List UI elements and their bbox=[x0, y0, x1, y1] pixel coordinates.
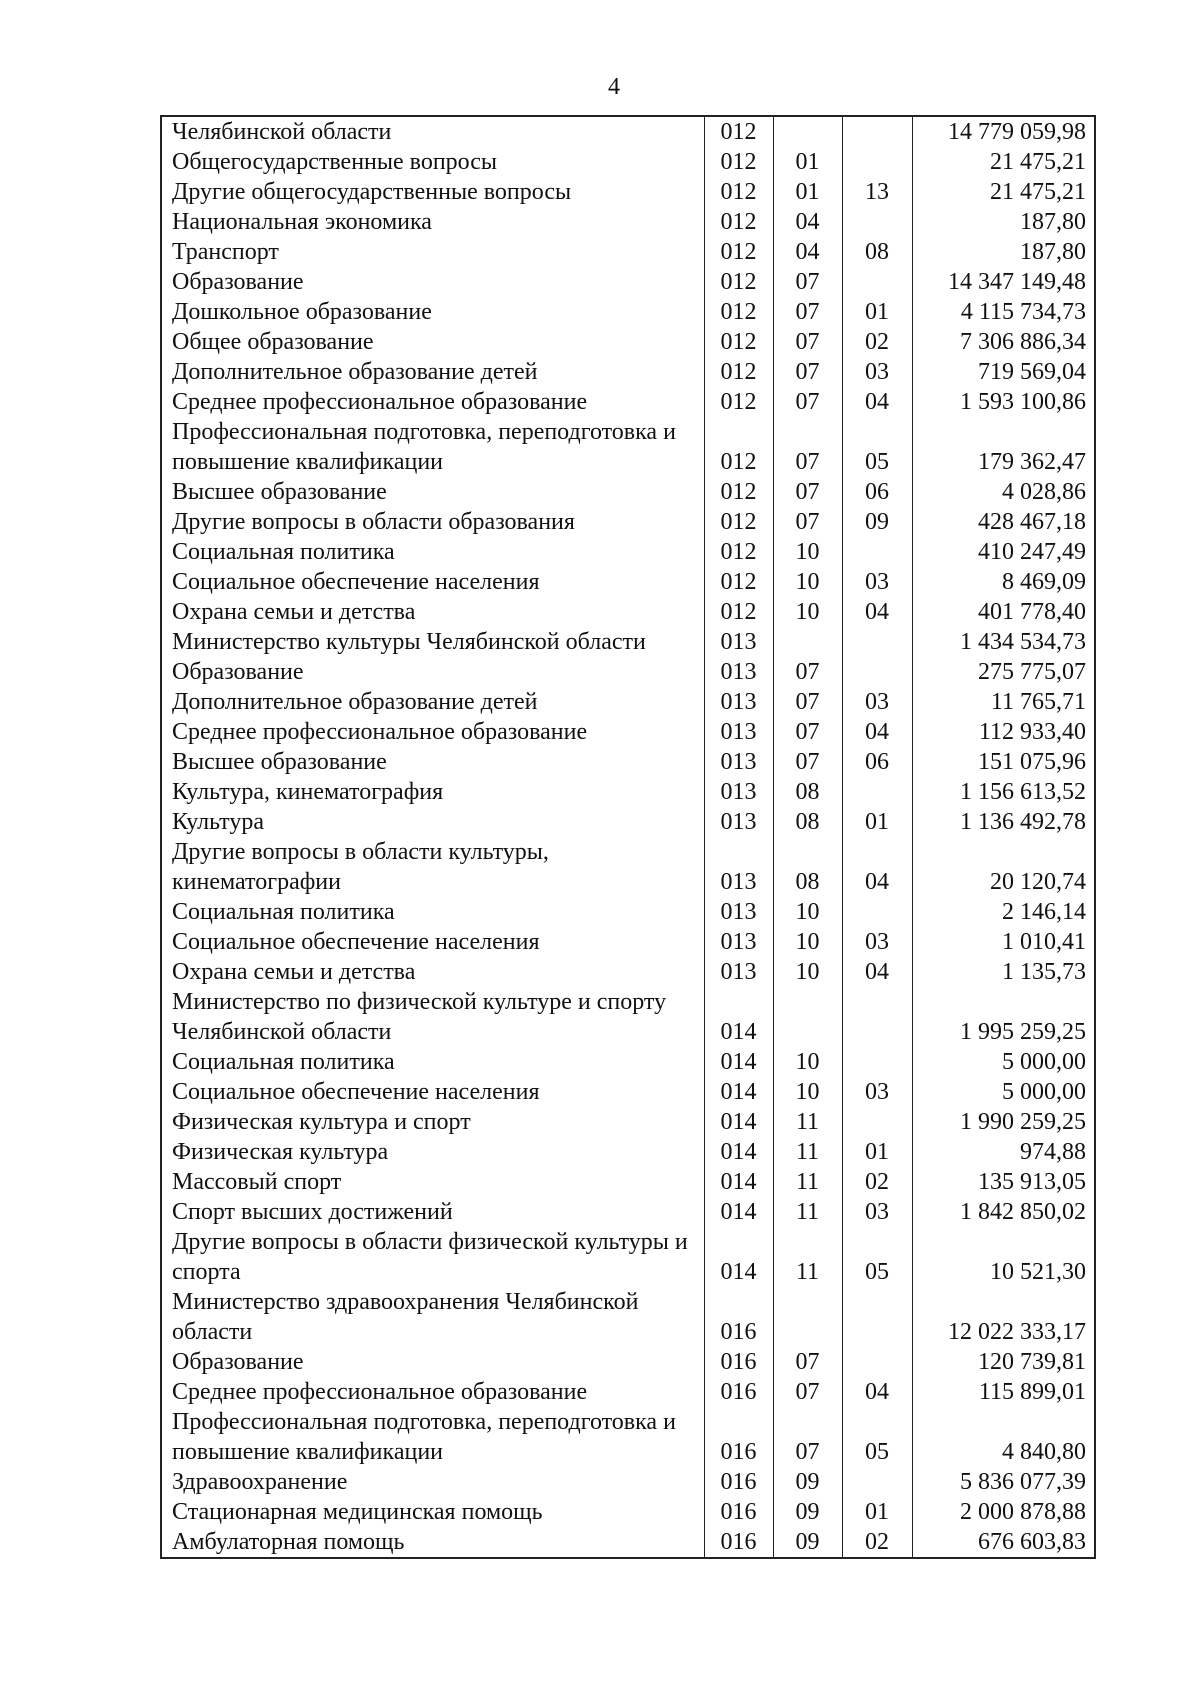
row-subsection: 04 bbox=[842, 387, 912, 417]
row-amount: 4 840,80 bbox=[912, 1407, 1095, 1467]
row-name: Среднее профессиональное образование bbox=[161, 717, 704, 747]
row-name: Транспорт bbox=[161, 237, 704, 267]
row-code: 016 bbox=[704, 1377, 773, 1407]
row-section bbox=[773, 987, 842, 1047]
row-amount: 11 765,71 bbox=[912, 687, 1095, 717]
row-section: 11 bbox=[773, 1167, 842, 1197]
row-code: 014 bbox=[704, 1107, 773, 1137]
table-row bbox=[161, 1287, 1095, 1347]
table-row bbox=[161, 357, 1095, 387]
table-row bbox=[161, 297, 1095, 327]
row-section: 07 bbox=[773, 1377, 842, 1407]
row-code: 014 bbox=[704, 1137, 773, 1167]
row-section: 07 bbox=[773, 717, 842, 747]
row-subsection bbox=[842, 267, 912, 297]
row-section: 07 bbox=[773, 477, 842, 507]
row-section: 07 bbox=[773, 297, 842, 327]
row-name: Другие общегосударственные вопросы bbox=[161, 177, 704, 207]
row-subsection: 01 bbox=[842, 1497, 912, 1527]
row-amount: 4 115 734,73 bbox=[912, 297, 1095, 327]
row-section: 11 bbox=[773, 1137, 842, 1167]
row-code: 012 bbox=[704, 507, 773, 537]
row-amount: 1 136 492,78 bbox=[912, 807, 1095, 837]
row-section: 10 bbox=[773, 1047, 842, 1077]
row-code: 012 bbox=[704, 597, 773, 627]
row-name: Здравоохранение bbox=[161, 1467, 704, 1497]
row-code: 014 bbox=[704, 1227, 773, 1287]
row-section: 10 bbox=[773, 957, 842, 987]
row-amount: 151 075,96 bbox=[912, 747, 1095, 777]
row-section bbox=[773, 627, 842, 657]
row-subsection: 01 bbox=[842, 1137, 912, 1167]
table-row bbox=[161, 747, 1095, 777]
row-name: Министерство по физической культуре и спорту Челябинской области bbox=[161, 987, 704, 1047]
row-section: 11 bbox=[773, 1197, 842, 1227]
row-code: 012 bbox=[704, 537, 773, 567]
row-section: 07 bbox=[773, 747, 842, 777]
row-name: Другие вопросы в области физической культуры и спорта bbox=[161, 1227, 704, 1287]
table-row bbox=[161, 477, 1095, 507]
row-amount: 135 913,05 bbox=[912, 1167, 1095, 1197]
row-subsection: 04 bbox=[842, 1377, 912, 1407]
row-code: 012 bbox=[704, 237, 773, 267]
table-row bbox=[161, 597, 1095, 627]
row-name: Социальное обеспечение населения bbox=[161, 567, 704, 597]
table-row bbox=[161, 1407, 1095, 1467]
row-subsection bbox=[842, 1107, 912, 1137]
row-name: Стационарная медицинская помощь bbox=[161, 1497, 704, 1527]
row-code: 014 bbox=[704, 1077, 773, 1107]
row-code: 012 bbox=[704, 567, 773, 597]
budget-table bbox=[160, 115, 1096, 1559]
row-amount: 8 469,09 bbox=[912, 567, 1095, 597]
row-subsection: 02 bbox=[842, 1527, 912, 1558]
row-subsection: 09 bbox=[842, 507, 912, 537]
row-subsection: 05 bbox=[842, 1407, 912, 1467]
table-row bbox=[161, 147, 1095, 177]
row-code: 016 bbox=[704, 1527, 773, 1558]
table-row bbox=[161, 116, 1095, 147]
table-row bbox=[161, 837, 1095, 897]
row-amount: 120 739,81 bbox=[912, 1347, 1095, 1377]
row-name: Профессиональная подготовка, переподготовка и повышение квалификации bbox=[161, 1407, 704, 1467]
row-code: 012 bbox=[704, 207, 773, 237]
table-row bbox=[161, 777, 1095, 807]
row-section: 10 bbox=[773, 927, 842, 957]
row-subsection bbox=[842, 897, 912, 927]
row-section: 09 bbox=[773, 1527, 842, 1558]
table-row bbox=[161, 177, 1095, 207]
row-code: 012 bbox=[704, 177, 773, 207]
row-name: Культура, кинематография bbox=[161, 777, 704, 807]
row-section: 10 bbox=[773, 1077, 842, 1107]
row-amount: 14 347 149,48 bbox=[912, 267, 1095, 297]
row-name: Челябинской области bbox=[161, 116, 704, 147]
row-code: 016 bbox=[704, 1497, 773, 1527]
row-amount: 1 842 850,02 bbox=[912, 1197, 1095, 1227]
row-name: Физическая культура bbox=[161, 1137, 704, 1167]
row-subsection bbox=[842, 1047, 912, 1077]
row-name: Дошкольное образование bbox=[161, 297, 704, 327]
row-amount: 21 475,21 bbox=[912, 177, 1095, 207]
row-subsection bbox=[842, 207, 912, 237]
row-subsection: 02 bbox=[842, 327, 912, 357]
table-row bbox=[161, 927, 1095, 957]
row-section: 01 bbox=[773, 147, 842, 177]
row-code: 012 bbox=[704, 327, 773, 357]
row-code: 016 bbox=[704, 1407, 773, 1467]
row-code: 012 bbox=[704, 417, 773, 477]
row-subsection bbox=[842, 116, 912, 147]
row-section: 07 bbox=[773, 1347, 842, 1377]
row-code: 014 bbox=[704, 1047, 773, 1077]
row-subsection: 03 bbox=[842, 1197, 912, 1227]
row-section: 04 bbox=[773, 207, 842, 237]
row-code: 016 bbox=[704, 1467, 773, 1497]
row-amount: 179 362,47 bbox=[912, 417, 1095, 477]
row-subsection bbox=[842, 627, 912, 657]
table-row bbox=[161, 1047, 1095, 1077]
row-subsection: 04 bbox=[842, 597, 912, 627]
row-name: Дополнительное образование детей bbox=[161, 687, 704, 717]
row-section: 07 bbox=[773, 267, 842, 297]
table-row bbox=[161, 567, 1095, 597]
row-code: 013 bbox=[704, 687, 773, 717]
row-section bbox=[773, 1287, 842, 1347]
table-row bbox=[161, 897, 1095, 927]
row-subsection bbox=[842, 537, 912, 567]
row-section: 11 bbox=[773, 1227, 842, 1287]
table-row bbox=[161, 1377, 1095, 1407]
row-amount: 1 135,73 bbox=[912, 957, 1095, 987]
table-row bbox=[161, 1527, 1095, 1558]
row-section: 10 bbox=[773, 537, 842, 567]
row-code: 013 bbox=[704, 657, 773, 687]
row-name: Охрана семьи и детства bbox=[161, 957, 704, 987]
row-section: 09 bbox=[773, 1467, 842, 1497]
row-amount: 10 521,30 bbox=[912, 1227, 1095, 1287]
row-section: 08 bbox=[773, 777, 842, 807]
row-name: Среднее профессиональное образование bbox=[161, 1377, 704, 1407]
row-code: 014 bbox=[704, 1197, 773, 1227]
row-name: Образование bbox=[161, 267, 704, 297]
row-section: 07 bbox=[773, 327, 842, 357]
row-amount: 5 000,00 bbox=[912, 1077, 1095, 1107]
table-body bbox=[161, 116, 1095, 1558]
row-section: 10 bbox=[773, 597, 842, 627]
row-amount: 1 156 613,52 bbox=[912, 777, 1095, 807]
table-row bbox=[161, 267, 1095, 297]
row-amount: 5 836 077,39 bbox=[912, 1467, 1095, 1497]
row-section: 10 bbox=[773, 567, 842, 597]
row-section: 07 bbox=[773, 1407, 842, 1467]
table-row bbox=[161, 537, 1095, 567]
row-code: 016 bbox=[704, 1347, 773, 1377]
row-subsection bbox=[842, 147, 912, 177]
table-row bbox=[161, 417, 1095, 477]
row-amount: 1 995 259,25 bbox=[912, 987, 1095, 1047]
table-row bbox=[161, 657, 1095, 687]
row-code: 013 bbox=[704, 747, 773, 777]
row-amount: 719 569,04 bbox=[912, 357, 1095, 387]
row-amount: 428 467,18 bbox=[912, 507, 1095, 537]
row-subsection bbox=[842, 1287, 912, 1347]
row-code: 016 bbox=[704, 1287, 773, 1347]
row-subsection: 13 bbox=[842, 177, 912, 207]
row-section: 01 bbox=[773, 177, 842, 207]
row-name: Социальная политика bbox=[161, 537, 704, 567]
table-row bbox=[161, 987, 1095, 1047]
row-code: 013 bbox=[704, 777, 773, 807]
row-amount: 21 475,21 bbox=[912, 147, 1095, 177]
row-amount: 4 028,86 bbox=[912, 477, 1095, 507]
row-amount: 974,88 bbox=[912, 1137, 1095, 1167]
row-amount: 1 010,41 bbox=[912, 927, 1095, 957]
row-section: 07 bbox=[773, 417, 842, 477]
table-row bbox=[161, 327, 1095, 357]
row-name: Общее образование bbox=[161, 327, 704, 357]
row-name: Общегосударственные вопросы bbox=[161, 147, 704, 177]
row-subsection: 04 bbox=[842, 837, 912, 897]
row-name: Национальная экономика bbox=[161, 207, 704, 237]
row-code: 013 bbox=[704, 927, 773, 957]
row-subsection bbox=[842, 777, 912, 807]
row-name: Высшее образование bbox=[161, 747, 704, 777]
row-name: Дополнительное образование детей bbox=[161, 357, 704, 387]
table-row bbox=[161, 1137, 1095, 1167]
row-name: Министерство культуры Челябинской области bbox=[161, 627, 704, 657]
row-subsection: 08 bbox=[842, 237, 912, 267]
table-row bbox=[161, 207, 1095, 237]
row-subsection: 03 bbox=[842, 927, 912, 957]
table-row bbox=[161, 1467, 1095, 1497]
table-row bbox=[161, 1077, 1095, 1107]
table-row bbox=[161, 1227, 1095, 1287]
row-subsection bbox=[842, 1347, 912, 1377]
table-row bbox=[161, 807, 1095, 837]
row-name: Профессиональная подготовка, переподготовка и повышение квалификации bbox=[161, 417, 704, 477]
row-name: Образование bbox=[161, 657, 704, 687]
row-amount: 20 120,74 bbox=[912, 837, 1095, 897]
row-section: 10 bbox=[773, 897, 842, 927]
row-section: 04 bbox=[773, 237, 842, 267]
row-name: Социальная политика bbox=[161, 1047, 704, 1077]
row-amount: 2 146,14 bbox=[912, 897, 1095, 927]
page-number: 4 bbox=[608, 74, 620, 100]
row-code: 012 bbox=[704, 267, 773, 297]
row-name: Социальное обеспечение населения bbox=[161, 1077, 704, 1107]
row-code: 013 bbox=[704, 717, 773, 747]
table-row bbox=[161, 1107, 1095, 1137]
row-code: 012 bbox=[704, 357, 773, 387]
row-subsection: 04 bbox=[842, 717, 912, 747]
row-subsection: 03 bbox=[842, 1077, 912, 1107]
row-name: Другие вопросы в области образования bbox=[161, 507, 704, 537]
row-amount: 14 779 059,98 bbox=[912, 116, 1095, 147]
row-section: 07 bbox=[773, 657, 842, 687]
table-row bbox=[161, 627, 1095, 657]
row-name: Социальное обеспечение населения bbox=[161, 927, 704, 957]
row-subsection: 03 bbox=[842, 687, 912, 717]
row-code: 013 bbox=[704, 627, 773, 657]
row-amount: 5 000,00 bbox=[912, 1047, 1095, 1077]
row-subsection: 06 bbox=[842, 477, 912, 507]
row-name: Высшее образование bbox=[161, 477, 704, 507]
row-code: 012 bbox=[704, 387, 773, 417]
row-subsection: 05 bbox=[842, 1227, 912, 1287]
row-amount: 275 775,07 bbox=[912, 657, 1095, 687]
row-amount: 7 306 886,34 bbox=[912, 327, 1095, 357]
row-amount: 12 022 333,17 bbox=[912, 1287, 1095, 1347]
row-amount: 1 593 100,86 bbox=[912, 387, 1095, 417]
row-subsection bbox=[842, 1467, 912, 1497]
row-name: Охрана семьи и детства bbox=[161, 597, 704, 627]
row-subsection: 01 bbox=[842, 807, 912, 837]
row-subsection bbox=[842, 987, 912, 1047]
row-name: Образование bbox=[161, 1347, 704, 1377]
row-name: Амбулаторная помощь bbox=[161, 1527, 704, 1558]
row-section: 07 bbox=[773, 357, 842, 387]
row-name: Социальная политика bbox=[161, 897, 704, 927]
table-row bbox=[161, 957, 1095, 987]
table-row bbox=[161, 687, 1095, 717]
row-amount: 1 434 534,73 bbox=[912, 627, 1095, 657]
row-code: 013 bbox=[704, 837, 773, 897]
row-section bbox=[773, 116, 842, 147]
row-subsection: 03 bbox=[842, 567, 912, 597]
table-row bbox=[161, 1167, 1095, 1197]
row-amount: 410 247,49 bbox=[912, 537, 1095, 567]
row-section: 11 bbox=[773, 1107, 842, 1137]
row-subsection: 03 bbox=[842, 357, 912, 387]
row-amount: 115 899,01 bbox=[912, 1377, 1095, 1407]
row-subsection: 02 bbox=[842, 1167, 912, 1197]
row-subsection: 05 bbox=[842, 417, 912, 477]
row-name: Министерство здравоохранения Челябинской области bbox=[161, 1287, 704, 1347]
row-amount: 2 000 878,88 bbox=[912, 1497, 1095, 1527]
row-name: Культура bbox=[161, 807, 704, 837]
row-code: 013 bbox=[704, 807, 773, 837]
row-code: 012 bbox=[704, 477, 773, 507]
row-section: 08 bbox=[773, 837, 842, 897]
row-code: 014 bbox=[704, 987, 773, 1047]
row-name: Массовый спорт bbox=[161, 1167, 704, 1197]
row-amount: 676 603,83 bbox=[912, 1527, 1095, 1558]
row-name: Другие вопросы в области культуры, кинематографии bbox=[161, 837, 704, 897]
row-section: 07 bbox=[773, 387, 842, 417]
row-subsection: 04 bbox=[842, 957, 912, 987]
row-amount: 401 778,40 bbox=[912, 597, 1095, 627]
row-subsection: 01 bbox=[842, 297, 912, 327]
row-amount: 1 990 259,25 bbox=[912, 1107, 1095, 1137]
row-section: 07 bbox=[773, 687, 842, 717]
row-section: 07 bbox=[773, 507, 842, 537]
row-amount: 187,80 bbox=[912, 207, 1095, 237]
table-row bbox=[161, 1497, 1095, 1527]
row-code: 013 bbox=[704, 897, 773, 927]
row-code: 012 bbox=[704, 147, 773, 177]
row-name: Среднее профессиональное образование bbox=[161, 387, 704, 417]
row-name: Физическая культура и спорт bbox=[161, 1107, 704, 1137]
table-row bbox=[161, 237, 1095, 267]
table-row bbox=[161, 387, 1095, 417]
table-row bbox=[161, 717, 1095, 747]
row-subsection bbox=[842, 657, 912, 687]
row-amount: 112 933,40 bbox=[912, 717, 1095, 747]
row-amount: 187,80 bbox=[912, 237, 1095, 267]
row-code: 012 bbox=[704, 116, 773, 147]
row-section: 09 bbox=[773, 1497, 842, 1527]
table-row bbox=[161, 1197, 1095, 1227]
row-section: 08 bbox=[773, 807, 842, 837]
table-row bbox=[161, 507, 1095, 537]
row-name: Спорт высших достижений bbox=[161, 1197, 704, 1227]
row-code: 014 bbox=[704, 1167, 773, 1197]
row-code: 012 bbox=[704, 297, 773, 327]
table-row bbox=[161, 1347, 1095, 1377]
row-code: 013 bbox=[704, 957, 773, 987]
row-subsection: 06 bbox=[842, 747, 912, 777]
